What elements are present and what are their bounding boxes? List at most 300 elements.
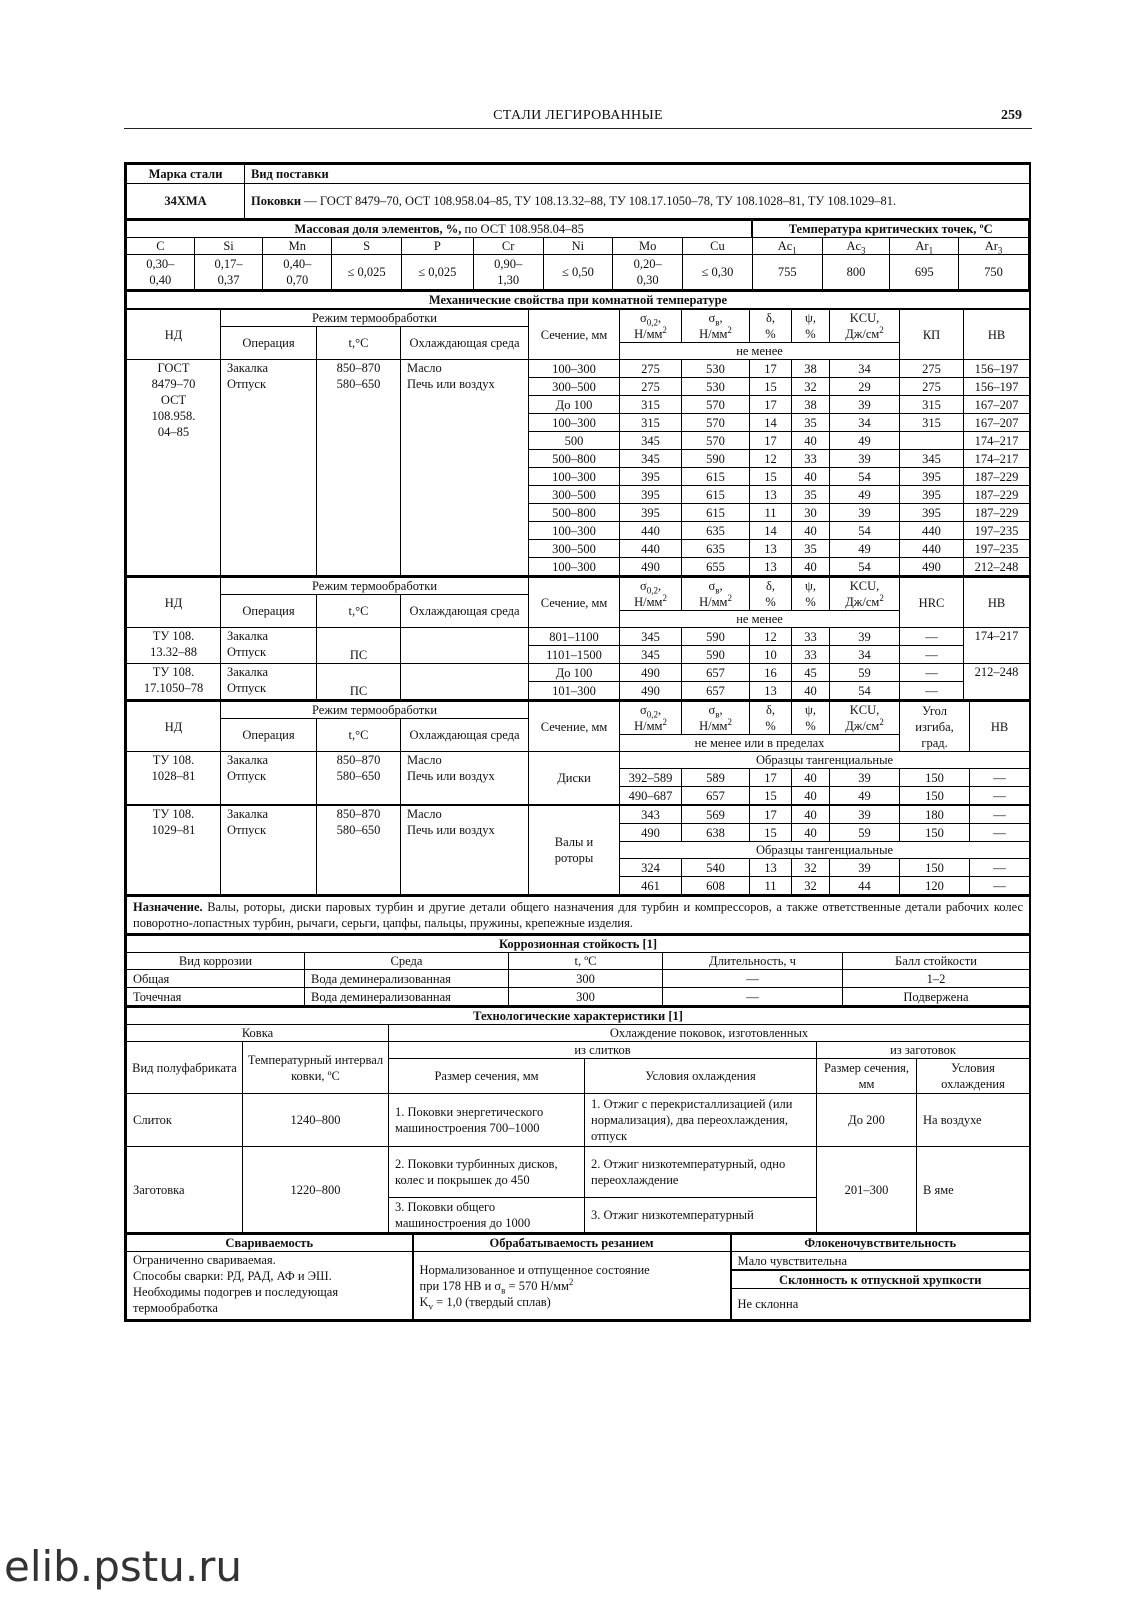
mech-value: 39	[830, 859, 900, 877]
corrosion-value: —	[663, 970, 843, 988]
flake-title: Флокеночувствительность	[731, 1234, 1030, 1252]
corrosion-value: Точечная	[127, 988, 305, 1006]
mech-value: 11	[750, 504, 792, 522]
range-head: Температурный интервал ковки, ºС	[243, 1042, 389, 1094]
section-head: Сечение, мм	[529, 309, 620, 360]
kcu-head: KCU, $Дж/см^2$	[830, 577, 900, 611]
mech-value: 345	[620, 450, 682, 468]
mech-value: 54	[830, 468, 900, 486]
crit-head: $Ar_1$	[890, 238, 959, 255]
mech-value: 315	[620, 414, 682, 432]
mech-value: 490	[620, 558, 682, 576]
temp-list: 850–870 580–650	[317, 752, 401, 806]
blank-cond-2: В яме	[917, 1147, 1030, 1233]
corrosion-table	[126, 934, 1030, 1006]
mech-value: 167–207	[964, 414, 1030, 432]
mech-value: 13	[750, 486, 792, 504]
mech-value: 615	[682, 504, 750, 522]
size-3: 3. Поковки общего машиностроения до 1000	[389, 1198, 585, 1233]
mech-value: 34	[830, 360, 900, 378]
mech-value: 45	[792, 664, 830, 682]
mech-value: —	[900, 646, 964, 664]
mech-value: 395	[900, 468, 964, 486]
mech-value: 635	[682, 540, 750, 558]
mech-value: 150	[900, 824, 970, 842]
op-head: Операция	[221, 595, 317, 628]
mech-value: До 100	[529, 396, 620, 414]
element-value: ≤ 0,30	[683, 255, 753, 290]
medium-list: Масло Печь или воздух	[401, 360, 529, 576]
temp-list: 850–870 580–650	[317, 805, 401, 895]
mech-value: 657	[682, 664, 750, 682]
mech-value: 40	[792, 805, 830, 824]
mech-value: 32	[792, 378, 830, 396]
tensile-head: $\sigma_в$, $Н/мм^2$	[682, 701, 750, 735]
corrosion-value: 1–2	[843, 970, 1030, 988]
not-less-row: не менее	[620, 611, 900, 628]
nd-tu: ТУ 108. 17.1050–78	[127, 664, 221, 700]
supply-text: Поковки — ГОСТ 8479–70, ОСТ 108.958.04–85, ТУ 108.13.32–88, ТУ 108.17.1050–78, ТУ 108.1028–81, ТУ 108.1029–81.	[245, 184, 1030, 219]
mech-value: —	[970, 824, 1030, 842]
mech-table-3	[126, 700, 1030, 895]
weld-title: Свариваемость	[127, 1234, 413, 1252]
mech-value: 590	[682, 450, 750, 468]
mech-value: 638	[682, 824, 750, 842]
element-Cr: Cr	[473, 238, 543, 255]
mech-value: 17	[750, 432, 792, 450]
kp-head: КП	[900, 309, 964, 360]
temp-list: 850–870 580–650	[317, 360, 401, 576]
element-value: 0,90– 1,30	[473, 255, 543, 290]
brittle-value: Не склонна	[731, 1289, 1030, 1320]
corrosion-value: Вода деминерализованная	[305, 970, 509, 988]
mech-value: 395	[900, 486, 964, 504]
corrosion-head: Среда	[305, 953, 509, 970]
mech-value: 590	[682, 628, 750, 646]
corrosion-head: Балл стойкости	[843, 953, 1030, 970]
mech-value: 100–300	[529, 522, 620, 540]
blank-size-2: 201–300	[817, 1147, 917, 1233]
cond-2: 2. Отжиг низкотемпературный, одно переохлаждение	[585, 1147, 817, 1198]
hb-head: НВ	[964, 577, 1030, 628]
crit-head: $Ac_3$	[822, 238, 890, 255]
mech-value: 150	[900, 787, 970, 806]
hrc-head: HRC	[900, 577, 964, 628]
range-row: не менее или в пределах	[620, 735, 900, 752]
element-value: 0,17– 0,37	[194, 255, 263, 290]
mech-value: 615	[682, 468, 750, 486]
mech-value: 655	[682, 558, 750, 576]
mech-value: 33	[792, 646, 830, 664]
element-value: 0,20– 0,30	[613, 255, 683, 290]
mech-value: 100–300	[529, 414, 620, 432]
mech-value: 100–300	[529, 360, 620, 378]
mech-value: 590	[682, 646, 750, 664]
size-2: 2. Поковки турбинных дисков, колес и покрышек до 450	[389, 1147, 585, 1198]
element-value: ≤ 0,025	[332, 255, 402, 290]
mech-value: 392–589	[620, 769, 682, 787]
element-Si: Si	[194, 238, 263, 255]
mech-value: 17	[750, 360, 792, 378]
nd-head: НД	[127, 577, 221, 628]
mech-value: 657	[682, 787, 750, 806]
nd-gost: ГОСТ 8479–70 ОСТ 108.958. 04–85	[127, 360, 221, 576]
temp-head: t,°C	[317, 719, 401, 752]
mech-value: 490	[900, 558, 964, 576]
corrosion-value: Вода деминерализованная	[305, 988, 509, 1006]
mech-value: 40	[792, 432, 830, 450]
mech-value: 39	[830, 396, 900, 414]
mech-value: 34	[830, 646, 900, 664]
mech-value: 33	[792, 628, 830, 646]
bottom-table	[126, 1233, 1030, 1320]
reduct-head: ψ, %	[792, 577, 830, 611]
op-head: Операция	[221, 327, 317, 360]
mech-value: 540	[682, 859, 750, 877]
mech-value: 59	[830, 664, 900, 682]
ingot-range: 1240–800	[243, 1094, 389, 1147]
mech-value: 39	[830, 805, 900, 824]
hb-head: НВ	[964, 309, 1030, 360]
mech-value: 440	[620, 522, 682, 540]
mech-value: 44	[830, 877, 900, 895]
mech-value: 345	[900, 450, 964, 468]
not-less-row: не менее	[620, 343, 900, 360]
page-number: 259	[1001, 108, 1022, 123]
mech-value: 300–500	[529, 378, 620, 396]
running-title: СТАЛИ ЛЕГИРОВАННЫЕ	[493, 108, 663, 123]
medium-list: Масло Печь или воздух	[401, 752, 529, 806]
mech-value: 15	[750, 468, 792, 486]
mech-value: 570	[682, 432, 750, 450]
section-disks: Диски	[529, 752, 620, 806]
temp-ps: ПС	[317, 664, 401, 700]
mech-value: 49	[830, 787, 900, 806]
mech-value: 461	[620, 877, 682, 895]
page-header	[124, 108, 1032, 129]
supply-label: Вид поставки	[245, 165, 1030, 184]
mech-value: 15	[750, 378, 792, 396]
mech-value: 156–197	[964, 360, 1030, 378]
mech-value: 167–207	[964, 396, 1030, 414]
mech-value: 40	[792, 824, 830, 842]
forging-head: Ковка	[127, 1025, 389, 1042]
section-shafts: Валы и роторы	[529, 805, 620, 895]
mech-value: 16	[750, 664, 792, 682]
mech-value: 35	[792, 540, 830, 558]
size-1: 1. Поковки энергетического машиностроения 700–1000	[389, 1094, 585, 1147]
mech-value: 38	[792, 360, 830, 378]
mech-value: 13	[750, 859, 792, 877]
mech-value: 40	[792, 769, 830, 787]
element-value: ≤ 0,025	[401, 255, 473, 290]
mech-value: 530	[682, 360, 750, 378]
mech-value: 40	[792, 522, 830, 540]
mech-value: 13	[750, 558, 792, 576]
size-head: Размер сечения, мм	[389, 1059, 585, 1094]
mech-value: —	[970, 877, 1030, 895]
nd-head: НД	[127, 309, 221, 360]
weld-text: Ограниченно свариваемая. Способы сварки: РД, РАД, АФ и ЭШ. Необходимы подогрев и последующая термообработка	[127, 1252, 413, 1320]
composition-title: Массовая доля элементов, %, по ОСТ 108.958.04–85	[127, 220, 753, 238]
composition-table	[126, 219, 1029, 290]
mech-value: 315	[900, 414, 964, 432]
crit-value: 750	[959, 255, 1029, 290]
element-value: 0,40– 0,70	[263, 255, 332, 290]
corrosion-head: Вид коррозии	[127, 953, 305, 970]
temp-head: t,°C	[317, 327, 401, 360]
mech-value: 174–217	[964, 450, 1030, 468]
mech-value: 315	[900, 396, 964, 414]
mech-value: 54	[830, 522, 900, 540]
mech-value: 40	[792, 558, 830, 576]
flake-value: Мало чувствительна	[731, 1252, 1030, 1271]
op-list: Закалка Отпуск	[221, 628, 317, 664]
mech-value: 35	[792, 486, 830, 504]
mech-value: 570	[682, 414, 750, 432]
mech-value: 395	[620, 504, 682, 522]
yield-head: $\sigma_{0,2}$, $Н/мм^2$	[620, 577, 682, 611]
mech-value: 13	[750, 682, 792, 700]
op-list: Закалка Отпуск	[221, 805, 317, 895]
mech-value: 300–500	[529, 540, 620, 558]
medium-empty	[401, 628, 529, 664]
mech-value: 150	[900, 859, 970, 877]
mech-value: 32	[792, 877, 830, 895]
corrosion-value: 300	[509, 988, 663, 1006]
mach-title: Обрабатываемость резанием	[413, 1234, 731, 1252]
mech-value: 49	[830, 540, 900, 558]
mech-value: 345	[620, 628, 682, 646]
mech-value: 32	[792, 859, 830, 877]
kcu-head: KCU, $Дж/см^2$	[830, 309, 900, 343]
mech-value: —	[970, 805, 1030, 824]
mech-value: —	[970, 787, 1030, 806]
medium-list: Масло Печь или воздух	[401, 805, 529, 895]
temp-head: t,°C	[317, 595, 401, 628]
corrosion-value: —	[663, 988, 843, 1006]
mech-value: —	[900, 682, 964, 700]
mech-value: 13	[750, 540, 792, 558]
mech-value: —	[970, 859, 1030, 877]
corrosion-value: 300	[509, 970, 663, 988]
mech-value: 187–229	[964, 468, 1030, 486]
mech-value: 39	[830, 504, 900, 522]
critical-points-title: Температура критических точек, ºС	[752, 220, 1028, 238]
yield-head: $\sigma_{0,2}$, $Н/мм^2$	[620, 701, 682, 735]
mech-value: 324	[620, 859, 682, 877]
kcu-head: KCU, $Дж/см^2$	[830, 701, 900, 735]
grade-value: 34ХМА	[127, 184, 245, 219]
mech-value: 197–235	[964, 540, 1030, 558]
blank-size-1: До 200	[817, 1094, 917, 1147]
mech-value: 395	[620, 468, 682, 486]
mode-head: Режим термообработки	[221, 309, 529, 327]
crit-head: $Ac_1$	[752, 238, 822, 255]
mech-value: 635	[682, 522, 750, 540]
mech-value: 343	[620, 805, 682, 824]
mech-value	[900, 432, 964, 450]
grade-label: Марка стали	[127, 165, 245, 184]
mech-value: 187–229	[964, 486, 1030, 504]
mech-value: 569	[682, 805, 750, 824]
mech-value: 615	[682, 486, 750, 504]
mode-head: Режим термообработки	[221, 701, 529, 719]
mech-value: 395	[620, 486, 682, 504]
element-value: ≤ 0,50	[543, 255, 613, 290]
element-Cu: Cu	[683, 238, 753, 255]
mech-value: 490	[620, 664, 682, 682]
corrosion-value: Подвержена	[843, 988, 1030, 1006]
op-list: Закалка Отпуск	[221, 752, 317, 806]
mech-value: 440	[620, 540, 682, 558]
corrosion-value: Общая	[127, 970, 305, 988]
mech-value: 30	[792, 504, 830, 522]
mech-value: 275	[900, 360, 964, 378]
ingots-head: из слитков	[389, 1042, 817, 1059]
elong-head: δ, %	[750, 577, 792, 611]
yield-head: $\sigma_{0,2}$, $Н/мм^2$	[620, 309, 682, 343]
mech-value: 15	[750, 824, 792, 842]
mech-value: 1101–1500	[529, 646, 620, 664]
mech-value: 500	[529, 432, 620, 450]
mech-value: 34	[830, 414, 900, 432]
crit-value: 755	[752, 255, 822, 290]
mech-value: 395	[900, 504, 964, 522]
mech-value: 100–300	[529, 558, 620, 576]
corrosion-title: Коррозионная стойкость [1]	[127, 935, 1030, 953]
section-head: Сечение, мм	[529, 701, 620, 752]
mech-value: 49	[830, 486, 900, 504]
mech-value: 197–235	[964, 522, 1030, 540]
mech-value: 17	[750, 396, 792, 414]
cooling-head: Охлаждение поковок, изготовленных	[389, 1025, 1030, 1042]
crit-value: 695	[890, 255, 959, 290]
mech-value: 101–300	[529, 682, 620, 700]
elong-head: δ, %	[750, 701, 792, 735]
mech-value: 40	[792, 682, 830, 700]
grade-table	[126, 164, 1030, 219]
mech-title: Механические свойства при комнатной температуре	[127, 291, 1030, 309]
mech-value: 14	[750, 414, 792, 432]
mech-value: —	[900, 628, 964, 646]
crit-head: $Ar_3$	[959, 238, 1029, 255]
element-value: 0,30– 0,40	[127, 255, 195, 290]
element-Mo: Mo	[613, 238, 683, 255]
mech-value: 275	[620, 360, 682, 378]
mech-value: 180	[900, 805, 970, 824]
mech-value: 12	[750, 450, 792, 468]
cond-1: 1. Отжиг с перекристаллизацией (или нормализация), два переохлаждения, отпуск	[585, 1094, 817, 1147]
mech-value: 150	[900, 769, 970, 787]
type-head: Вид полуфабриката	[127, 1042, 243, 1094]
mech-value: —	[900, 664, 964, 682]
size2-head: Размер сечения, мм	[817, 1059, 917, 1094]
watermark: elib.pstu.ru	[4, 1542, 243, 1591]
mech-value: 187–229	[964, 504, 1030, 522]
mech-value: 174–217	[964, 628, 1030, 664]
element-Mn: Mn	[263, 238, 332, 255]
medium-head: Охлаждающая среда	[401, 595, 529, 628]
op-list: Закалка Отпуск	[221, 664, 317, 700]
mech-value: 35	[792, 414, 830, 432]
mech-value: 345	[620, 646, 682, 664]
blank-range: 1220–800	[243, 1147, 389, 1233]
mech-value: 11	[750, 877, 792, 895]
element-C: C	[127, 238, 195, 255]
mech-value: 38	[792, 396, 830, 414]
mech-value: 39	[830, 628, 900, 646]
medium-empty	[401, 664, 529, 700]
tensile-head: $\sigma_в$, $Н/мм^2$	[682, 577, 750, 611]
tensile-head: $\sigma_в$, $Н/мм^2$	[682, 309, 750, 343]
tangential-label: Образцы тангенциальные	[620, 752, 1030, 769]
purpose-table	[126, 895, 1030, 934]
mech-value: 29	[830, 378, 900, 396]
brittle-title: Склонность к отпускной хрупкости	[731, 1270, 1030, 1289]
hb-head: НВ	[970, 701, 1030, 752]
mech-value: 10	[750, 646, 792, 664]
mech-value: 12	[750, 628, 792, 646]
mech-value: 315	[620, 396, 682, 414]
mech-value: 39	[830, 450, 900, 468]
nd-tu: ТУ 108. 13.32–88	[127, 628, 221, 664]
blank-type: Заготовка	[127, 1147, 243, 1233]
element-Ni: Ni	[543, 238, 613, 255]
corrosion-head: t, ºС	[509, 953, 663, 970]
steel-datasheet	[124, 162, 1031, 1322]
mech-value: 570	[682, 396, 750, 414]
ingot-type: Слиток	[127, 1094, 243, 1147]
elong-head: δ, %	[750, 309, 792, 343]
purpose-text: Назначение. Валы, роторы, диски паровых турбин и другие детали общего назначения для турбин и компрессоров, а также ответственные детали рабочих колес поворотно-лопастных турбин, рычаги, серьги, цапфы, пальцы, пружины, крепежные изделия.	[127, 896, 1030, 934]
mech-value: До 100	[529, 664, 620, 682]
mech-value: 17	[750, 769, 792, 787]
mech-value: 530	[682, 378, 750, 396]
mech-value: 17	[750, 805, 792, 824]
nd-tu-1029: ТУ 108. 1029–81	[127, 805, 221, 895]
medium-head: Охлаждающая среда	[401, 327, 529, 360]
tech-title: Технологические характеристики [1]	[127, 1007, 1030, 1025]
medium-head: Охлаждающая среда	[401, 719, 529, 752]
mech-value: 589	[682, 769, 750, 787]
op-list: Закалка Отпуск	[221, 360, 317, 576]
mech-value: 54	[830, 558, 900, 576]
reduct-head: ψ, %	[792, 701, 830, 735]
mech-value: 212–248	[964, 664, 1030, 700]
corrosion-head: Длительность, ч	[663, 953, 843, 970]
mech-value: 14	[750, 522, 792, 540]
cond-head: Условия охлаждения	[585, 1059, 817, 1094]
reduct-head: ψ, %	[792, 309, 830, 343]
mode-head: Режим термообработки	[221, 577, 529, 595]
element-P: P	[401, 238, 473, 255]
mech-value: 59	[830, 824, 900, 842]
op-head: Операция	[221, 719, 317, 752]
nd-head: НД	[127, 701, 221, 752]
mech-value: 500–800	[529, 450, 620, 468]
mach-text: Нормализованное и отпущенное состояние при 178 НВ и $\sigma_в = 570$ $Н/мм^2$ $K_v = 1,0$ (твердый сплав)	[413, 1252, 731, 1320]
mech-value: 49	[830, 432, 900, 450]
mech-value: 490	[620, 682, 682, 700]
mech-value: 40	[792, 787, 830, 806]
cond2-head: Условия охлаждения	[917, 1059, 1030, 1094]
mech-value: 120	[900, 877, 970, 895]
mech-value: 100–300	[529, 468, 620, 486]
tech-table	[126, 1006, 1030, 1233]
mech-value: 156–197	[964, 378, 1030, 396]
mech-value: 490–687	[620, 787, 682, 806]
